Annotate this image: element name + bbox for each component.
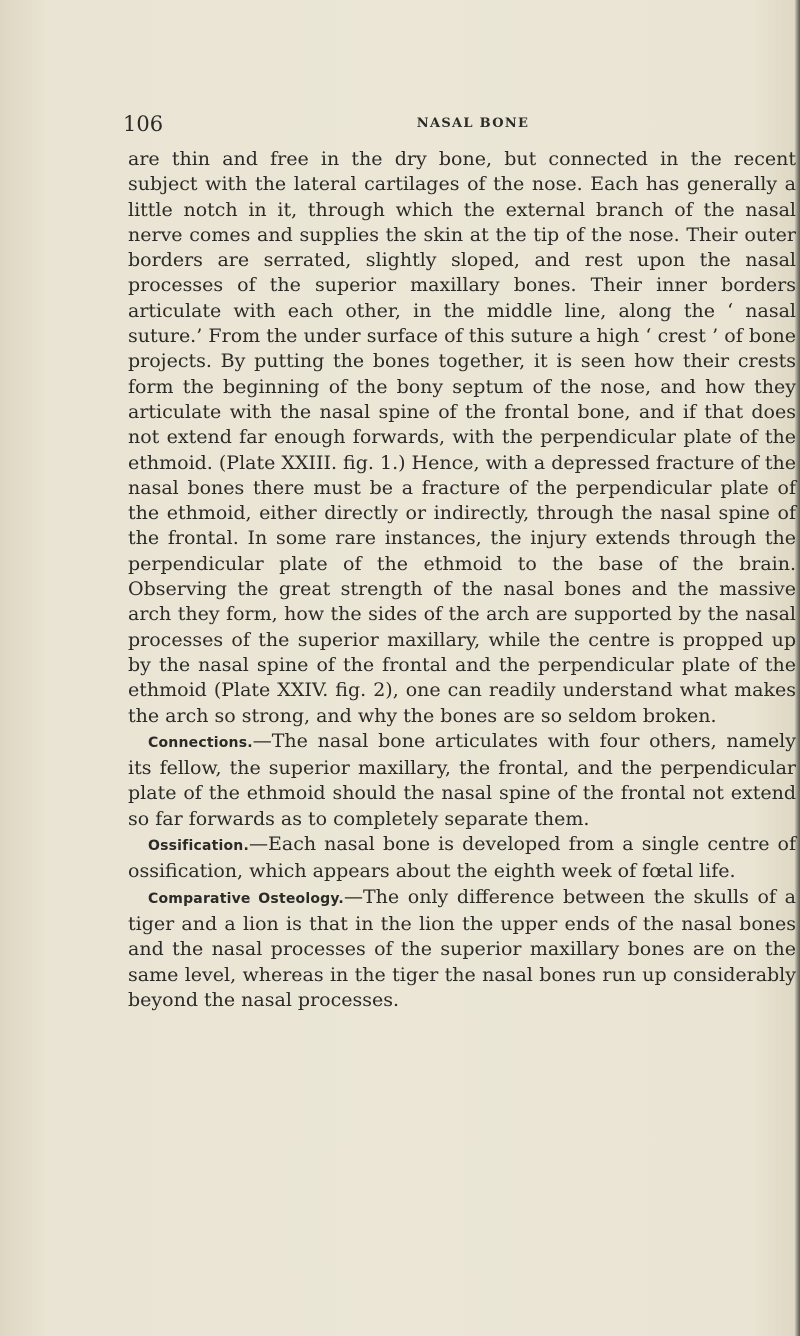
paragraph-ossification bbox=[128, 832, 796, 885]
running-title: NASAL BONE bbox=[416, 116, 530, 131]
section-heading-comparative-osteology: Comparative Osteology. bbox=[148, 890, 344, 907]
paragraph-text: —The nasal bone articulates with four others, namely its fellow, the superior maxillary, the frontal, and the perpendicular plate of the ethmoid should the nasal spine of the frontal not extend so far forwards as to completely separate them. bbox=[128, 729, 796, 830]
paragraph-text: are thin and free in the dry bone, but connected in the recent subject with the lateral cartilages of the nose. Each has generally a little notch in it, through which the external branch of the nasal nerve comes and supplies the skin at the tip of the nose. Their outer borders are serrated, slightly sloped, and rest upon the nasal processes of the superior maxillary bones. Their inner borders articulate with each other, in the middle line, along the ‘ nasal suture.’ From the under surface of this suture a high ‘ crest ’ of bone projects. By putting the bones together, it is seen how their crests form the beginning of the bony septum of the nose, and how they articulate with the nasal spine of the frontal bone, and if that does not extend far enough forwards, with the perpendicular plate of the ethmoid. (Plate XXIII. fig. 1.) Hence, with a depressed fracture of the nasal bones there must be a fracture of the perpendicular plate of the ethmoid, either directly or indirectly, through the nasal spine of the frontal. In some rare instances, the injury extends through the perpendicular plate of the ethmoid to the base of the brain. Observing the great strength of the nasal bones and the massive arch they form, how the sides of the arch are supported by the nasal processes of the superior maxillary, while the centre is propped up by the nasal spine of the frontal and the perpendicular plate of the ethmoid (Plate XXIV. fig. 2), one can readily understand what makes the arch so strong, and why the bones are so seldom broken. bbox=[128, 148, 796, 727]
section-heading-ossification: Ossification. bbox=[148, 838, 249, 855]
paragraph-connections bbox=[128, 729, 796, 832]
page-number: 106 bbox=[123, 112, 164, 136]
section-heading-connections: Connections. bbox=[148, 734, 253, 751]
paragraph-comparative-osteology bbox=[128, 885, 796, 1013]
paragraph-text: —The only difference between the skulls of a tiger and a lion is that in the lion the upper ends of the nasal bones and the nasal processes of the superior maxillary bones are on the same level, whereas in the tiger the nasal bones run up considerably beyond the nasal processes. bbox=[128, 885, 796, 1011]
paragraph-text: —Each nasal bone is developed from a single centre of ossification, which appears about the eighth week of fœtal life. bbox=[128, 833, 796, 883]
page-header bbox=[123, 112, 793, 142]
paragraph-nasal-description bbox=[128, 147, 796, 729]
body-text bbox=[128, 147, 796, 1013]
